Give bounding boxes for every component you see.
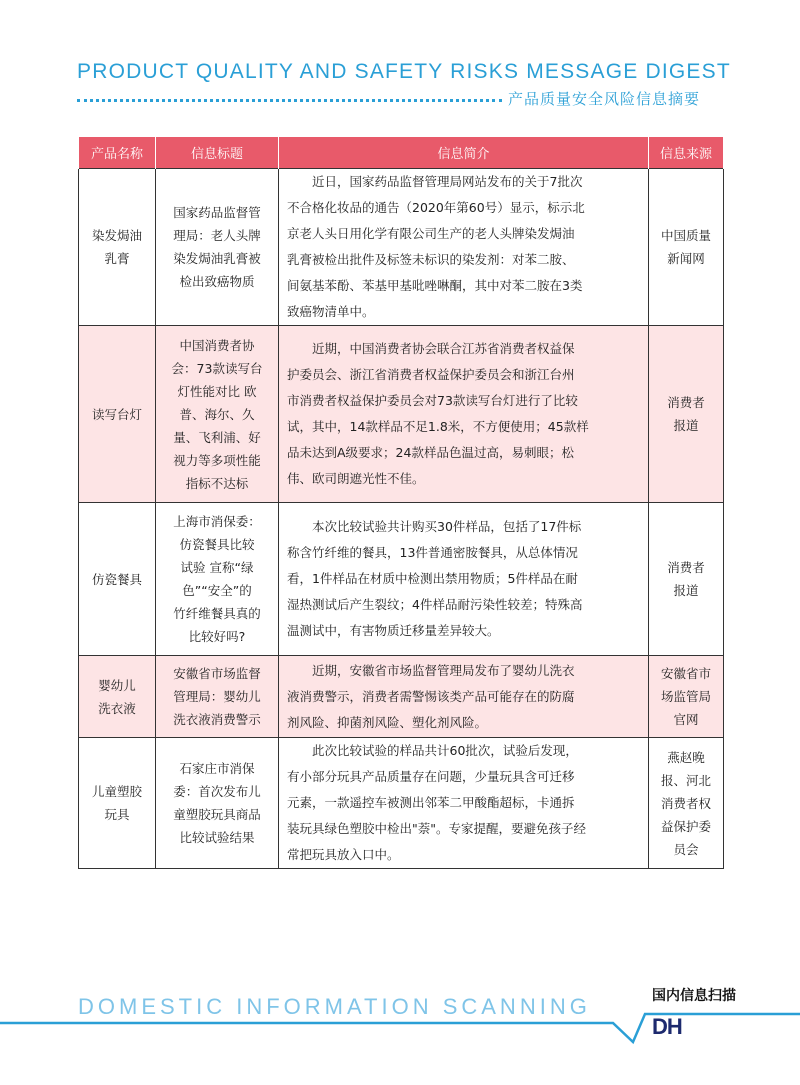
summary-cell: 近期，安徽省市场监督管理局发布了婴幼儿洗衣 液消费警示，消费者需警惕该类产品可能存在的防腐 剂风险、抑菌剂风险、塑化剂风险。 (279, 656, 649, 738)
column-header-product: 产品名称 (79, 137, 156, 169)
summary-cell: 本次比较试验共计购买30件样品，包括了17件标 称含竹纤维的餐具，13件普通密胺餐具，从总体情况 看，1件样品在材质中检测出禁用物质；5件样品在耐 湿热测试后产生裂纹；4件样品耐污染性较差；特殊高 温测试中，有害物质迁移量差异较大。 (279, 503, 649, 656)
source-cell: 燕赵晚 报、河北 消费者权 益保护委 员会 (649, 738, 724, 869)
product-cell: 儿童塑胶 玩具 (79, 738, 156, 869)
title-cell: 上海市消保委： 仿瓷餐具比较 试验 宣称“绿 色”“安全”的 竹纤维餐具真的 比较好吗? (156, 503, 279, 656)
title-cell: 国家药品监督管 理局：老人头牌 染发焗油乳膏被 检出致癌物质 (156, 169, 279, 326)
footer-title-en: DOMESTIC INFORMATION SCANNING (78, 994, 591, 1019)
source-cell: 中国质量 新闻网 (649, 169, 724, 326)
header-title-cn: 产品质量安全风险信息摘要 (508, 90, 701, 108)
table-row (79, 326, 724, 503)
table-row (79, 656, 724, 738)
title-cell: 石家庄市消保 委：首次发布儿 童塑胶玩具商品 比较试验结果 (156, 738, 279, 869)
summary-cell: 近日，国家药品监督管理局网站发布的关于7批次 不合格化妆品的通告（2020年第60号）显示，标示北 京老人头日用化学有限公司生产的老人头牌染发焗油 乳膏被检出批件及标签未标识的染发剂：对苯二胺、 间氨基苯酚、苯基甲基吡唑啉酮，其中对苯二胺在3类 致癌物清单中。 (279, 169, 649, 326)
table-row (79, 169, 724, 326)
dh-logo: DH (652, 1014, 682, 1039)
source-cell: 消费者 报道 (649, 503, 724, 656)
summary-cell: 近期，中国消费者协会联合江苏省消费者权益保 护委员会、浙江省消费者权益保护委员会和浙江台州 市消费者权益保护委员会对73款读写台灯进行了比较 试，其中，14款样品不足1.8米，不方便使用；45款样 品未达到A级要求；24款样品色温过高，易刺眼；松 伟、欧司朗遮光性不佳。 (279, 326, 649, 503)
summary-cell: 此次比较试验的样品共计60批次，试验后发现， 有小部分玩具产品质量存在问题，少量玩具含可迁移 元素，一款遥控车被测出邻苯二甲酸酯超标，卡通拆 装玩具绿色塑胶中检出"萘"。专家提醒，要避免孩子经 常把玩具放入口中。 (279, 738, 649, 869)
product-cell: 仿瓷餐具 (79, 503, 156, 656)
source-cell: 消费者 报道 (649, 326, 724, 503)
column-header-summary: 信息简介 (279, 137, 649, 169)
product-cell: 读写台灯 (79, 326, 156, 503)
title-cell: 中国消费者协 会：73款读写台 灯性能对比 欧 普、海尔、久 量、飞利浦、好 视力等多项性能 指标不达标 (156, 326, 279, 503)
header-title-en: PRODUCT QUALITY AND SAFETY RISKS MESSAGE DIGEST (77, 60, 731, 83)
product-cell: 婴幼儿 洗衣液 (79, 656, 156, 738)
header-dotted-divider (77, 99, 502, 102)
footer-title-cn: 国内信息扫描 (652, 988, 736, 1004)
column-header-title: 信息标题 (156, 137, 279, 169)
source-cell: 安徽省市 场监管局 官网 (649, 656, 724, 738)
table-row (79, 738, 724, 869)
risk-info-table (78, 137, 724, 869)
column-header-source: 信息来源 (649, 137, 724, 169)
title-cell: 安徽省市场监督 管理局：婴幼儿 洗衣液消费警示 (156, 656, 279, 738)
product-cell: 染发焗油 乳膏 (79, 169, 156, 326)
table-header-row (79, 137, 724, 169)
table-row (79, 503, 724, 656)
